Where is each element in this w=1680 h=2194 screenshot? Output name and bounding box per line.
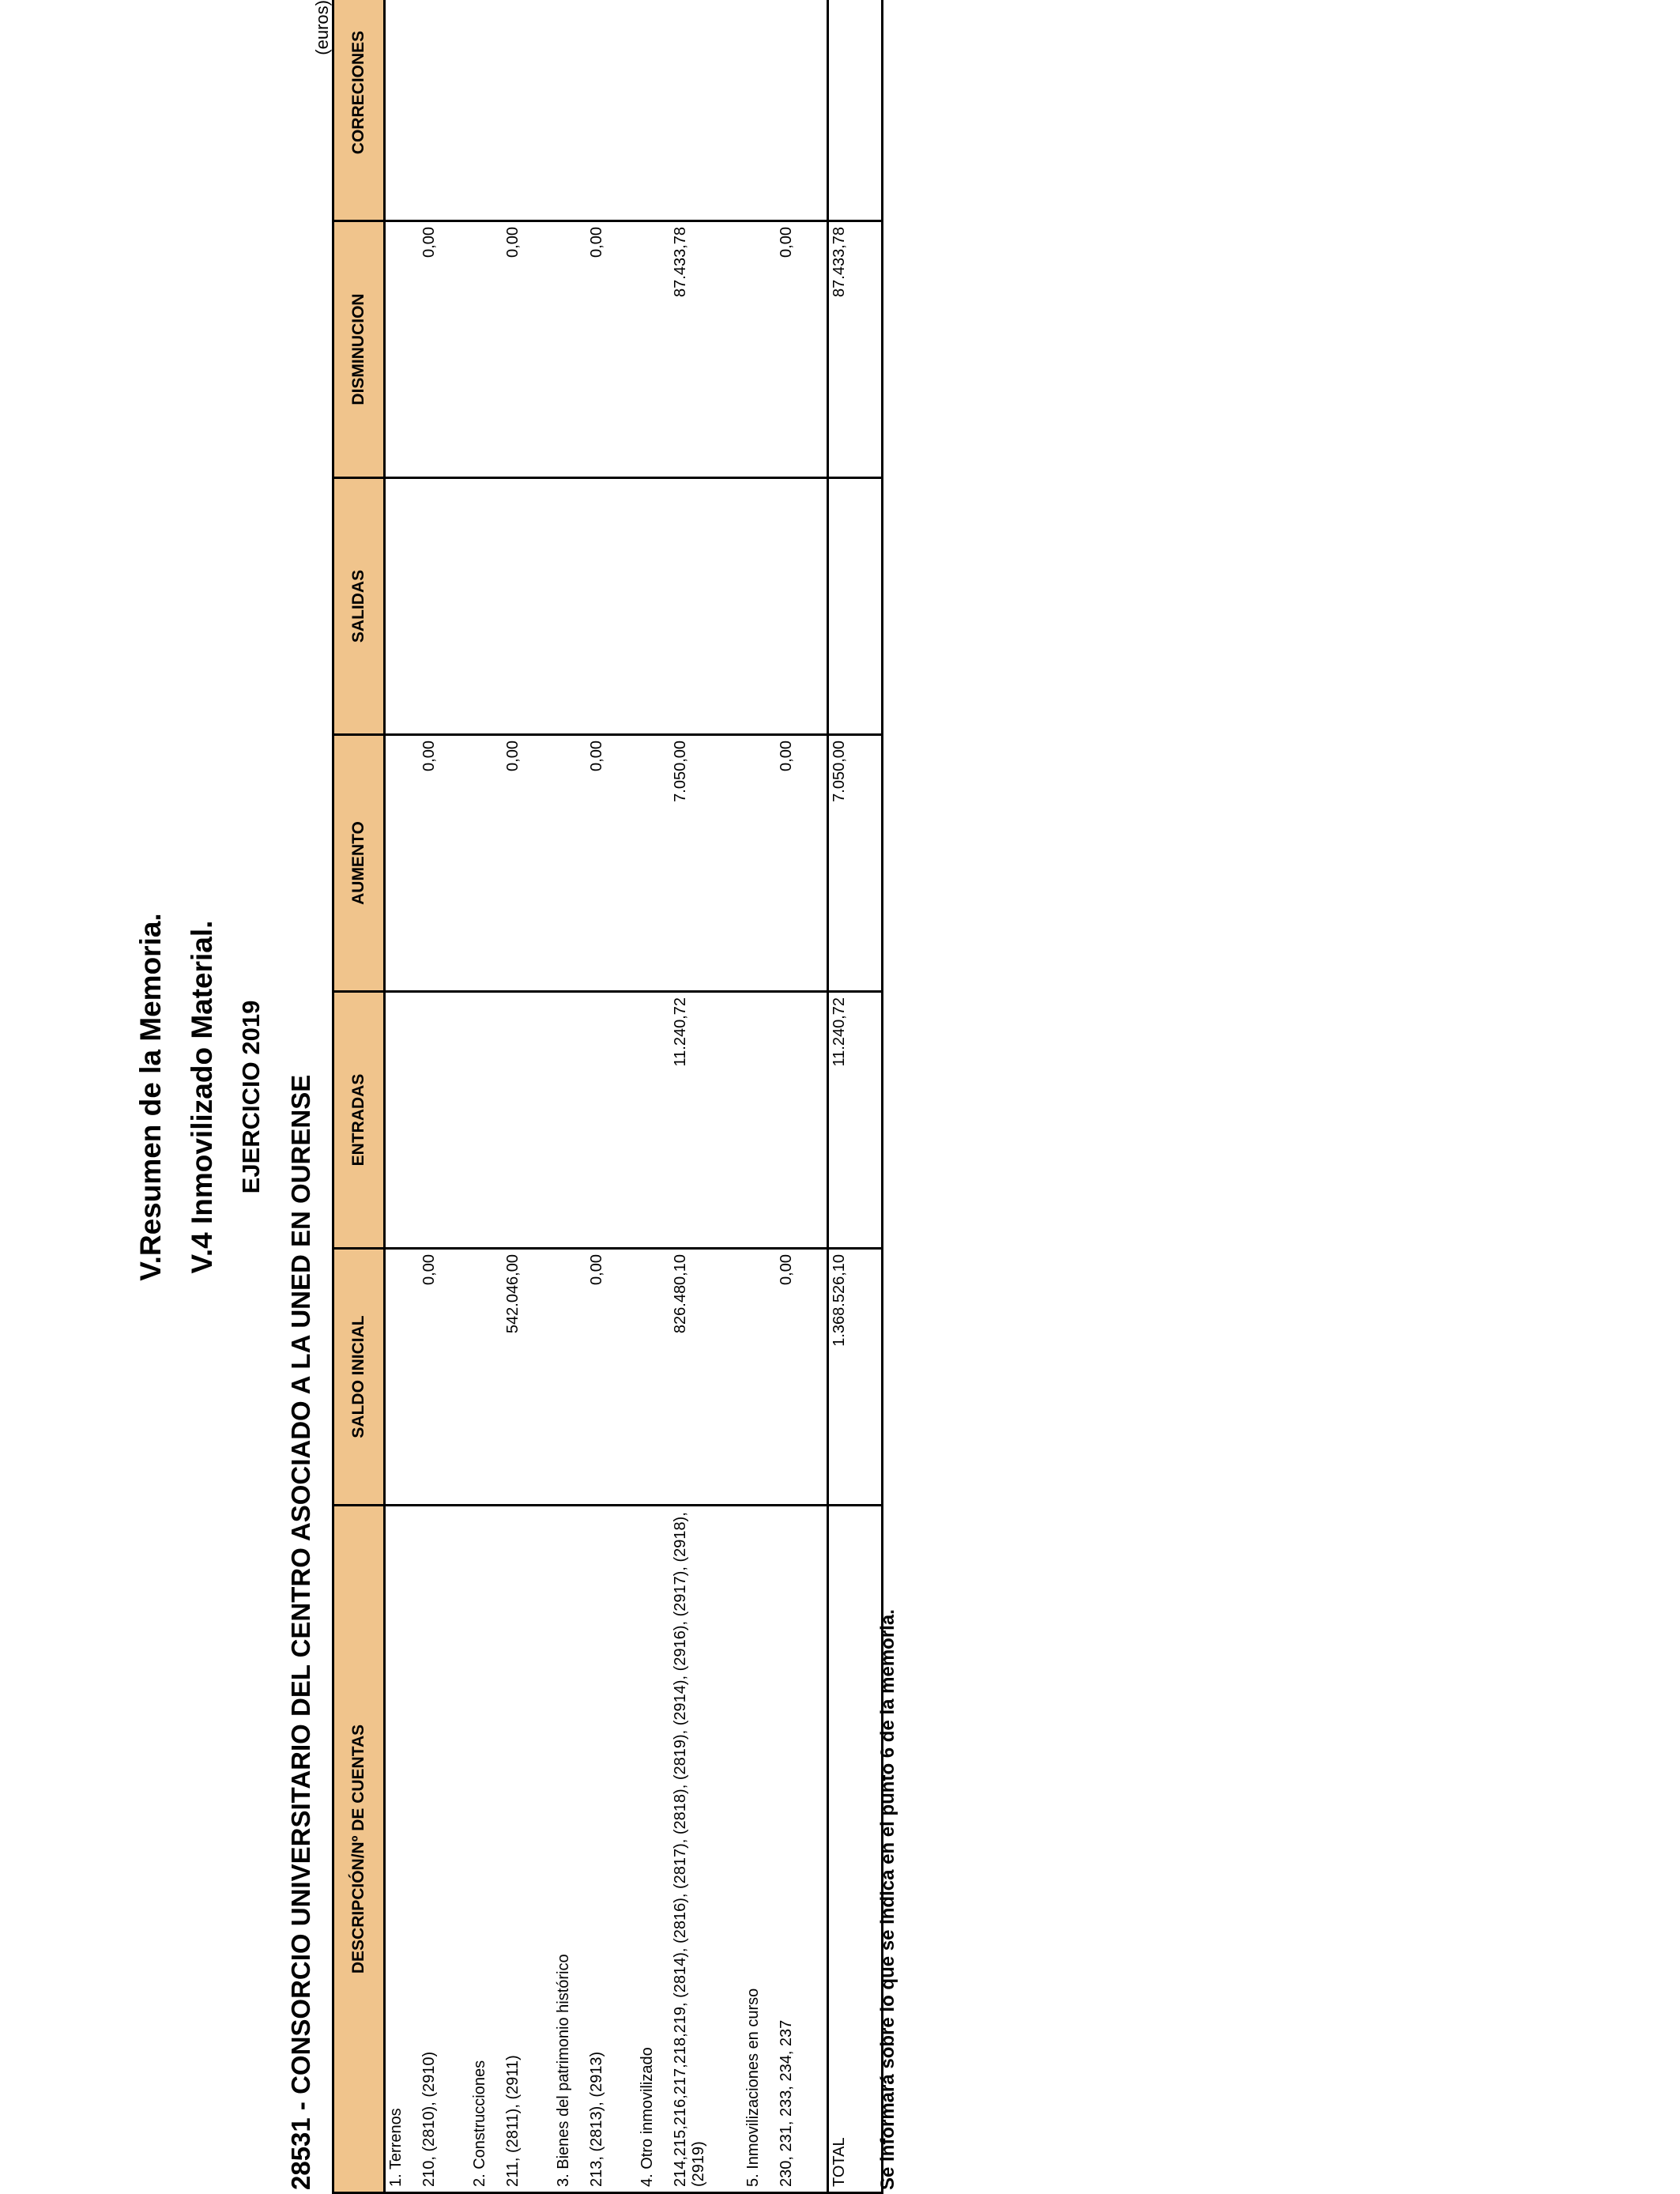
row-description: 214,215,216,217,218,219, (2814), (2816), (2817), (2818), (2819), (2914), (2916), (2917), (2918), (2919) xyxy=(670,1506,743,2193)
cell-correciones xyxy=(637,0,670,221)
cell-entradas xyxy=(637,992,670,1249)
cell-saldo-inicial xyxy=(743,1249,776,1506)
cell-entradas xyxy=(469,992,503,1249)
total-entradas: 11.240,72 xyxy=(828,992,883,1249)
cell-entradas xyxy=(553,992,586,1249)
cell-aumento: 0,00 xyxy=(419,735,469,992)
cell-salidas xyxy=(743,478,776,735)
table-total-row xyxy=(828,0,883,2193)
total-salidas xyxy=(828,478,883,735)
table-row xyxy=(553,0,586,2193)
currency-unit: (euros) xyxy=(312,0,332,55)
cell-aumento xyxy=(743,735,776,992)
row-description: 211, (2811), (2911) xyxy=(503,1506,553,2193)
cell-saldo-inicial xyxy=(469,1249,503,1506)
cell-aumento: 0,00 xyxy=(776,735,828,992)
total-saldo-inicial: 1.368.526,10 xyxy=(828,1249,883,1506)
cell-aumento: 7.050,00 xyxy=(670,735,743,992)
cell-saldo-inicial: 826.480,10 xyxy=(670,1249,743,1506)
cell-aumento xyxy=(553,735,586,992)
cell-salidas xyxy=(385,478,420,735)
col-header-salidas: SALIDAS xyxy=(333,478,385,735)
cell-aumento: 0,00 xyxy=(586,735,637,992)
cell-entradas xyxy=(586,992,637,1249)
cell-entradas xyxy=(743,992,776,1249)
fixed-assets-table xyxy=(332,0,883,2194)
footer-note: Se informará sobre lo que se indica en el punto 6 de la memoria. xyxy=(877,1609,898,2190)
cell-correciones xyxy=(503,0,553,221)
col-header-descripcion: DESCRIPCIÓN/Nº DE CUENTAS xyxy=(333,1506,385,2193)
row-description: 213, (2813), (2913) xyxy=(586,1506,637,2193)
report-subtitle: V.4 Inmovilizado Material. xyxy=(186,920,218,1274)
cell-salidas xyxy=(776,478,828,735)
col-header-disminucion: DISMINUCION xyxy=(333,221,385,478)
total-aumento: 7.050,00 xyxy=(828,735,883,992)
row-description: 4. Otro inmovilizado xyxy=(637,1506,670,2193)
table-header-row xyxy=(333,0,385,2193)
col-header-aumento: AUMENTO xyxy=(333,735,385,992)
cell-entradas: 11.240,72 xyxy=(670,992,743,1249)
cell-correciones xyxy=(419,0,469,221)
cell-saldo-inicial xyxy=(385,1249,420,1506)
table-row xyxy=(776,0,828,2193)
cell-disminucion xyxy=(743,221,776,478)
cell-salidas xyxy=(586,478,637,735)
table-row xyxy=(743,0,776,2193)
cell-saldo-inicial: 0,00 xyxy=(586,1249,637,1506)
cell-saldo-inicial: 0,00 xyxy=(419,1249,469,1506)
cell-aumento xyxy=(385,735,420,992)
row-description: 230, 231, 233, 234, 237 xyxy=(776,1506,828,2193)
cell-correciones xyxy=(586,0,637,221)
cell-salidas xyxy=(637,478,670,735)
total-disminucion: 87.433,78 xyxy=(828,221,883,478)
row-description: 1. Terrenos xyxy=(385,1506,420,2193)
cell-disminucion xyxy=(469,221,503,478)
cell-correciones xyxy=(385,0,420,221)
total-correciones xyxy=(828,0,883,221)
cell-saldo-inicial xyxy=(637,1249,670,1506)
cell-salidas xyxy=(419,478,469,735)
cell-entradas xyxy=(776,992,828,1249)
cell-disminucion: 0,00 xyxy=(776,221,828,478)
cell-salidas xyxy=(670,478,743,735)
cell-correciones xyxy=(553,0,586,221)
table-row xyxy=(419,0,469,2193)
cell-salidas xyxy=(469,478,503,735)
cell-entradas xyxy=(419,992,469,1249)
table-row xyxy=(385,0,420,2193)
cell-salidas xyxy=(553,478,586,735)
entity-name: 28531 - CONSORCIO UNIVERSITARIO DEL CENTRO ASOCIADO A LA UNED EN OURENSE xyxy=(286,1074,315,2190)
cell-entradas xyxy=(385,992,420,1249)
table-row xyxy=(637,0,670,2193)
cell-correciones xyxy=(776,0,828,221)
row-description: 5. Inmovilizaciones en curso xyxy=(743,1506,776,2193)
cell-aumento xyxy=(637,735,670,992)
col-header-entradas: ENTRADAS xyxy=(333,992,385,1249)
cell-salidas xyxy=(503,478,553,735)
cell-disminucion: 0,00 xyxy=(503,221,553,478)
cell-saldo-inicial: 0,00 xyxy=(776,1249,828,1506)
table-row xyxy=(670,0,743,2193)
cell-correciones xyxy=(743,0,776,221)
cell-disminucion: 87.433,78 xyxy=(670,221,743,478)
row-description: 210, (2810), (2910) xyxy=(419,1506,469,2193)
cell-disminucion: 0,00 xyxy=(419,221,469,478)
table-row xyxy=(586,0,637,2193)
cell-saldo-inicial: 542.046,00 xyxy=(503,1249,553,1506)
cell-saldo-inicial xyxy=(553,1249,586,1506)
cell-entradas xyxy=(503,992,553,1249)
col-header-saldo-inicial: SALDO INICIAL xyxy=(333,1249,385,1506)
fiscal-year: EJERCICIO 2019 xyxy=(237,1000,265,1194)
cell-correciones xyxy=(469,0,503,221)
cell-disminucion xyxy=(637,221,670,478)
total-label: TOTAL xyxy=(828,1506,883,2193)
col-header-correciones: CORRECIONES xyxy=(333,0,385,221)
cell-aumento: 0,00 xyxy=(503,735,553,992)
report-title: V.Resumen de la Memoria. xyxy=(134,913,167,1281)
cell-disminucion xyxy=(553,221,586,478)
cell-disminucion xyxy=(385,221,420,478)
row-description: 2. Construcciones xyxy=(469,1506,503,2193)
cell-correciones xyxy=(670,0,743,221)
row-description: 3. Bienes del patrimonio histórico xyxy=(553,1506,586,2193)
cell-disminucion: 0,00 xyxy=(586,221,637,478)
table-row xyxy=(469,0,503,2193)
table-row xyxy=(503,0,553,2193)
cell-aumento xyxy=(469,735,503,992)
